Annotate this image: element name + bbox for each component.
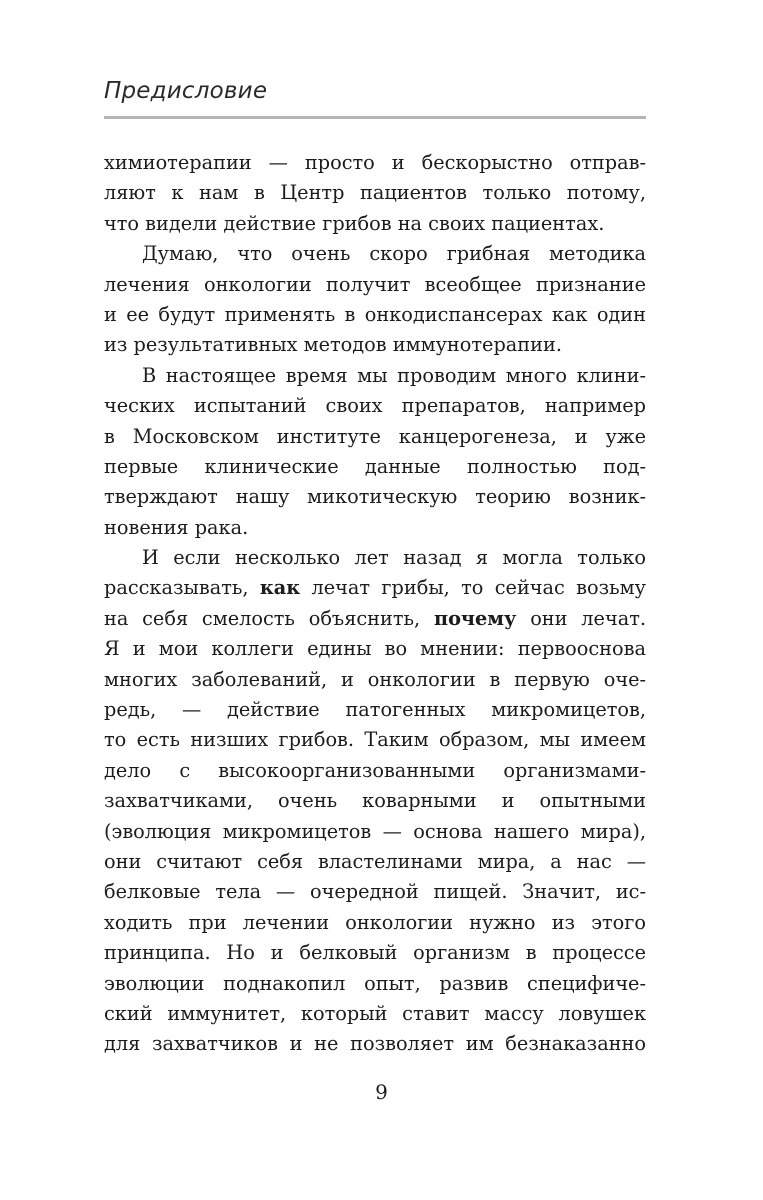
text-line: дело с высокоорганизованными организмами- (104, 758, 646, 782)
body-text (104, 148, 646, 1060)
page-number: 9 (375, 1080, 388, 1104)
text-line: в Московском институте канцерогенеза, и уже (104, 424, 646, 448)
text-line: белковые тела — очередной пищей. Значит, ис- (104, 880, 646, 904)
text-line: химиотерапии — просто и бескорыстно отправ- (104, 151, 646, 174)
text-line: эволюции поднакопил опыт, развив специфиче- (104, 971, 646, 995)
text-line: В настоящее время мы проводим много клини- (142, 363, 646, 387)
text-line: захватчиками, очень коварными и опытными (104, 789, 646, 813)
text-line: и ее будут применять в онкодиспансерах как один (104, 302, 646, 326)
text-line: ческих испытаний своих препаратов, например (104, 394, 646, 418)
header-rule (104, 116, 646, 119)
text-line: редь, — действие патогенных микромицетов, (104, 698, 646, 722)
text-line: для захватчиков и не позволяет им безнаказанно (104, 1032, 646, 1056)
text-line: (эволюция микромицетов — основа нашего мира), (104, 819, 646, 843)
text-segment: лечат грибы, то сейчас возьму (300, 576, 646, 600)
text-line: Я и мои коллеги едины во мнении: первооснова (104, 637, 646, 661)
text-line: из результативных методов иммунотерапии. (104, 333, 562, 357)
text-segment: они лечат. (516, 606, 646, 630)
text-line: Думаю, что очень скоро грибная методика (142, 242, 646, 266)
text-line: принципа. Но и белковый организм в процессе (104, 941, 646, 965)
text-line: ский иммунитет, который ставит массу ловушек (104, 1001, 646, 1025)
bold-word: почему (433, 606, 517, 630)
text-line-with-bold (104, 573, 646, 603)
text-line: тверждают нашу микотическую теорию возник- (104, 485, 646, 509)
text-line: что видели действие грибов на своих пациентах. (104, 211, 605, 235)
text-line: они считают себя властелинами мира, а нас — (104, 849, 646, 873)
text-line: лечения онкологии получит всеобщее признание (104, 272, 646, 296)
text-line: многих заболеваний, и онкологии в первую оче- (104, 667, 646, 691)
text-line: ляют к нам в Центр пациентов только потому, (104, 181, 646, 205)
text-line: ходить при лечении онкологии нужно из этого (104, 910, 646, 934)
text-line: И если несколько лет назад я могла только (142, 546, 646, 570)
text-line: первые клинические данные полностью под- (104, 454, 646, 478)
text-segment: рассказывать, (104, 576, 260, 600)
text-line: новения рака. (104, 515, 249, 539)
text-line-with-bold (104, 604, 646, 634)
bold-word: как (259, 576, 301, 600)
running-header: Предисловие (104, 78, 268, 104)
text-segment: на себя смелость объяснить, (104, 606, 434, 630)
text-line: то есть низших грибов. Таким образом, мы имеем (104, 728, 646, 752)
